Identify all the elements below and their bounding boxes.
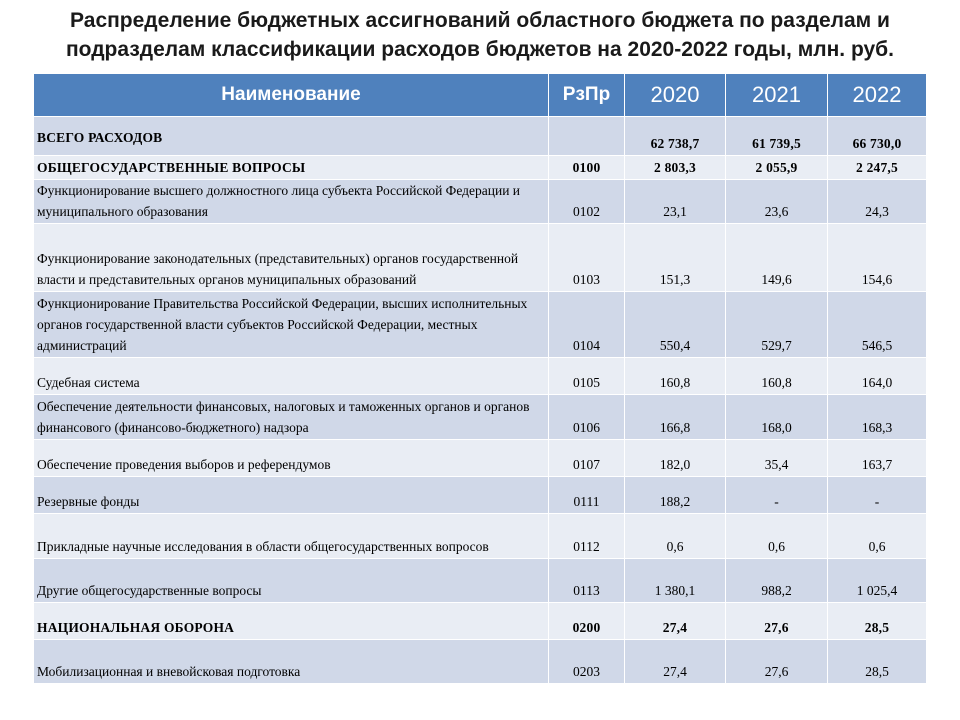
row-value-2020: 160,8 <box>625 358 726 395</box>
row-code: 0107 <box>549 440 625 477</box>
row-value-2021: - <box>726 477 828 514</box>
row-value-2021: 35,4 <box>726 440 828 477</box>
row-code <box>549 117 625 156</box>
row-value-2022: 154,6 <box>828 224 927 292</box>
row-value-2022: 2 247,5 <box>828 156 927 180</box>
page-title <box>0 6 960 64</box>
row-value-2021: 2 055,9 <box>726 156 828 180</box>
row-value-2020: 151,3 <box>625 224 726 292</box>
row-value-2021: 168,0 <box>726 395 828 440</box>
row-value-2021: 61 739,5 <box>726 117 828 156</box>
row-name: Резервные фонды <box>34 477 549 514</box>
table-row <box>34 440 927 477</box>
row-code: 0102 <box>549 180 625 224</box>
table-row <box>34 224 927 292</box>
row-name: Судебная система <box>34 358 549 395</box>
row-name: НАЦИОНАЛЬНАЯ ОБОРОНА <box>34 603 549 640</box>
header-year-2020: 2020 <box>625 74 726 117</box>
row-code: 0105 <box>549 358 625 395</box>
row-code: 0203 <box>549 640 625 684</box>
row-value-2022: 1 025,4 <box>828 559 927 603</box>
row-name: Функционирование высшего должностного лица субъекта Российской Федерации и муниципального образования <box>34 180 549 224</box>
row-value-2021: 988,2 <box>726 559 828 603</box>
table-row-section <box>34 156 927 180</box>
row-value-2022: 28,5 <box>828 603 927 640</box>
row-code: 0200 <box>549 603 625 640</box>
row-value-2020: 27,4 <box>625 640 726 684</box>
table-row-total <box>34 117 927 156</box>
header-year-2021: 2021 <box>726 74 828 117</box>
table-row <box>34 640 927 684</box>
row-value-2020: 23,1 <box>625 180 726 224</box>
row-value-2022: 163,7 <box>828 440 927 477</box>
row-name: Прикладные научные исследования в области общегосударственных вопросов <box>34 514 549 559</box>
row-code: 0103 <box>549 224 625 292</box>
row-value-2020: 2 803,3 <box>625 156 726 180</box>
header-code: РзПр <box>549 74 625 117</box>
row-value-2020: 62 738,7 <box>625 117 726 156</box>
header-name: Наименование <box>34 74 549 117</box>
row-value-2020: 0,6 <box>625 514 726 559</box>
table-row <box>34 514 927 559</box>
table-row-section <box>34 603 927 640</box>
header-year-2022: 2022 <box>828 74 927 117</box>
table-header-row <box>34 74 927 117</box>
row-value-2021: 27,6 <box>726 603 828 640</box>
row-code: 0111 <box>549 477 625 514</box>
row-name: Функционирование Правительства Российской Федерации, высших исполнительных органов государственной власти субъектов Российской Федерации, местных администраций <box>34 292 549 358</box>
row-code: 0106 <box>549 395 625 440</box>
row-value-2022: 66 730,0 <box>828 117 927 156</box>
row-value-2020: 188,2 <box>625 477 726 514</box>
row-value-2020: 1 380,1 <box>625 559 726 603</box>
row-value-2020: 182,0 <box>625 440 726 477</box>
row-code: 0100 <box>549 156 625 180</box>
row-value-2021: 149,6 <box>726 224 828 292</box>
row-name: Мобилизационная и вневойсковая подготовка <box>34 640 549 684</box>
row-value-2021: 23,6 <box>726 180 828 224</box>
row-value-2022: 546,5 <box>828 292 927 358</box>
row-name: Другие общегосударственные вопросы <box>34 559 549 603</box>
row-value-2022: 164,0 <box>828 358 927 395</box>
row-value-2020: 27,4 <box>625 603 726 640</box>
title-line-1: Распределение бюджетных ассигнований областного бюджета по разделам и <box>70 9 890 32</box>
row-code: 0112 <box>549 514 625 559</box>
row-value-2022: 168,3 <box>828 395 927 440</box>
row-value-2021: 27,6 <box>726 640 828 684</box>
row-name: Функционирование законодательных (представительных) органов государственной власти и представительных органов муниципальных образований <box>34 224 549 292</box>
row-value-2021: 160,8 <box>726 358 828 395</box>
table-row <box>34 395 927 440</box>
title-line-2: подразделам классификации расходов бюджетов на 2020-2022 годы, млн. руб. <box>65 38 894 61</box>
row-value-2021: 0,6 <box>726 514 828 559</box>
table-row <box>34 559 927 603</box>
row-value-2022: 0,6 <box>828 514 927 559</box>
row-value-2022: 28,5 <box>828 640 927 684</box>
row-value-2021: 529,7 <box>726 292 828 358</box>
budget-table <box>33 73 927 684</box>
table-row <box>34 292 927 358</box>
table-row <box>34 180 927 224</box>
row-name: ВСЕГО РАСХОДОВ <box>34 117 549 156</box>
row-value-2022: 24,3 <box>828 180 927 224</box>
row-name: Обеспечение проведения выборов и референдумов <box>34 440 549 477</box>
table-row <box>34 358 927 395</box>
row-code: 0104 <box>549 292 625 358</box>
table-row <box>34 477 927 514</box>
row-name: Обеспечение деятельности финансовых, налоговых и таможенных органов и органов финансового (финансово-бюджетного) надзора <box>34 395 549 440</box>
row-value-2022: - <box>828 477 927 514</box>
row-value-2020: 166,8 <box>625 395 726 440</box>
row-value-2020: 550,4 <box>625 292 726 358</box>
row-code: 0113 <box>549 559 625 603</box>
row-name: ОБЩЕГОСУДАРСТВЕННЫЕ ВОПРОСЫ <box>34 156 549 180</box>
